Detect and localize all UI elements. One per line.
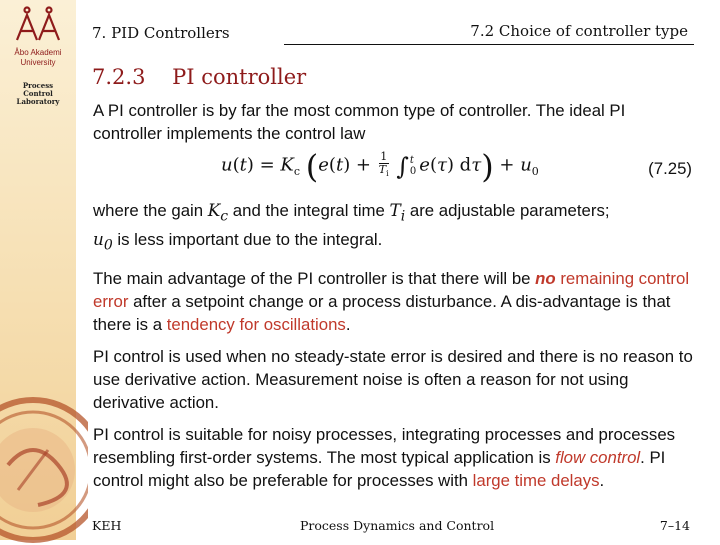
paragraph-parameters: [93, 199, 698, 258]
chapter-title: 7. PID Controllers: [92, 24, 230, 42]
symbol-u0-base: u: [93, 229, 104, 250]
param-text-d: is less important due to the integral.: [112, 230, 383, 250]
applications-text-a: PI control is suitable for noisy processes, integrating processes and processes resembling first-order systems. The most typical application is: [93, 424, 676, 467]
slide-body: [93, 99, 698, 492]
university-name-line-2: University: [20, 58, 56, 67]
symbol-kc: [207, 200, 229, 225]
paragraph-intro: A PI controller is by far the most common type of controller. The ideal PI controller implements the control law: [93, 101, 626, 143]
advantage-text-c: after a setpoint change or a process disturbance. A dis-advantage is that there is a: [93, 291, 671, 334]
advantage-text-e: .: [345, 314, 351, 334]
university-seal-icon: [0, 395, 88, 545]
symbol-ti-sub: i: [400, 208, 406, 225]
symbol-ti: [389, 200, 406, 225]
applications-large-time-delays: large time delays: [472, 470, 600, 490]
symbol-u0: [93, 229, 113, 254]
header-divider: [284, 44, 694, 45]
university-name-line-1: Åbo Akademi: [14, 48, 62, 57]
symbol-ti-base: T: [389, 200, 401, 220]
lab-name: [0, 82, 76, 106]
lab-name-line-2: Control: [23, 89, 53, 98]
param-text-a: where the gain: [93, 201, 208, 220]
param-text-c: are adjustable parameters;: [405, 201, 610, 220]
advantage-oscillations: tendency for oscillations: [166, 314, 346, 334]
footer-course: Process Dynamics and Control: [300, 518, 495, 533]
university-logo: [0, 6, 76, 67]
symbol-kc-base: K: [207, 200, 221, 220]
advantage-no-emphasis: no: [535, 268, 556, 288]
applications-flow-control: flow control: [555, 447, 641, 467]
footer-page-number: 7–14: [659, 518, 690, 533]
lab-name-line-3: Laboratory: [16, 97, 60, 106]
paragraph-advantage: [93, 267, 698, 336]
advantage-remaining-error: remaining control error: [93, 268, 690, 311]
control-law-equation: $u(t) = K_c$ (e(t) + $\frac{1}{T_i} \int t$ 0 e(τ) $d\tau) + u_0$: [221, 147, 539, 186]
advantage-text-a: The main advantage of the PI controller is that there will be: [93, 268, 536, 288]
page-title: 7.2.3 PI controller: [92, 65, 307, 89]
applications-text-b: . PI control might also be preferable for processes with: [93, 447, 666, 490]
abo-akademi-logo-icon: [15, 6, 61, 42]
lab-name-line-1: Process: [22, 81, 54, 90]
section-title-header: 7.2 Choice of controller type: [470, 22, 688, 40]
applications-text-c: .: [599, 470, 605, 490]
footer-author: KEH: [92, 518, 122, 533]
param-text-b: and the integral time: [228, 201, 390, 220]
equation-number: (7.25): [648, 159, 692, 178]
equation-row: [93, 145, 698, 199]
paragraph-usage: PI control is used when no steady-state error is desired and there is no reason to use derivative action. Measurement noise is often a reason for not using derivative action.: [93, 346, 693, 412]
paragraph-applications: [93, 423, 698, 492]
sidebar: [0, 0, 76, 540]
symbol-kc-sub: c: [220, 208, 229, 225]
symbol-u0-sub: 0: [103, 237, 113, 254]
